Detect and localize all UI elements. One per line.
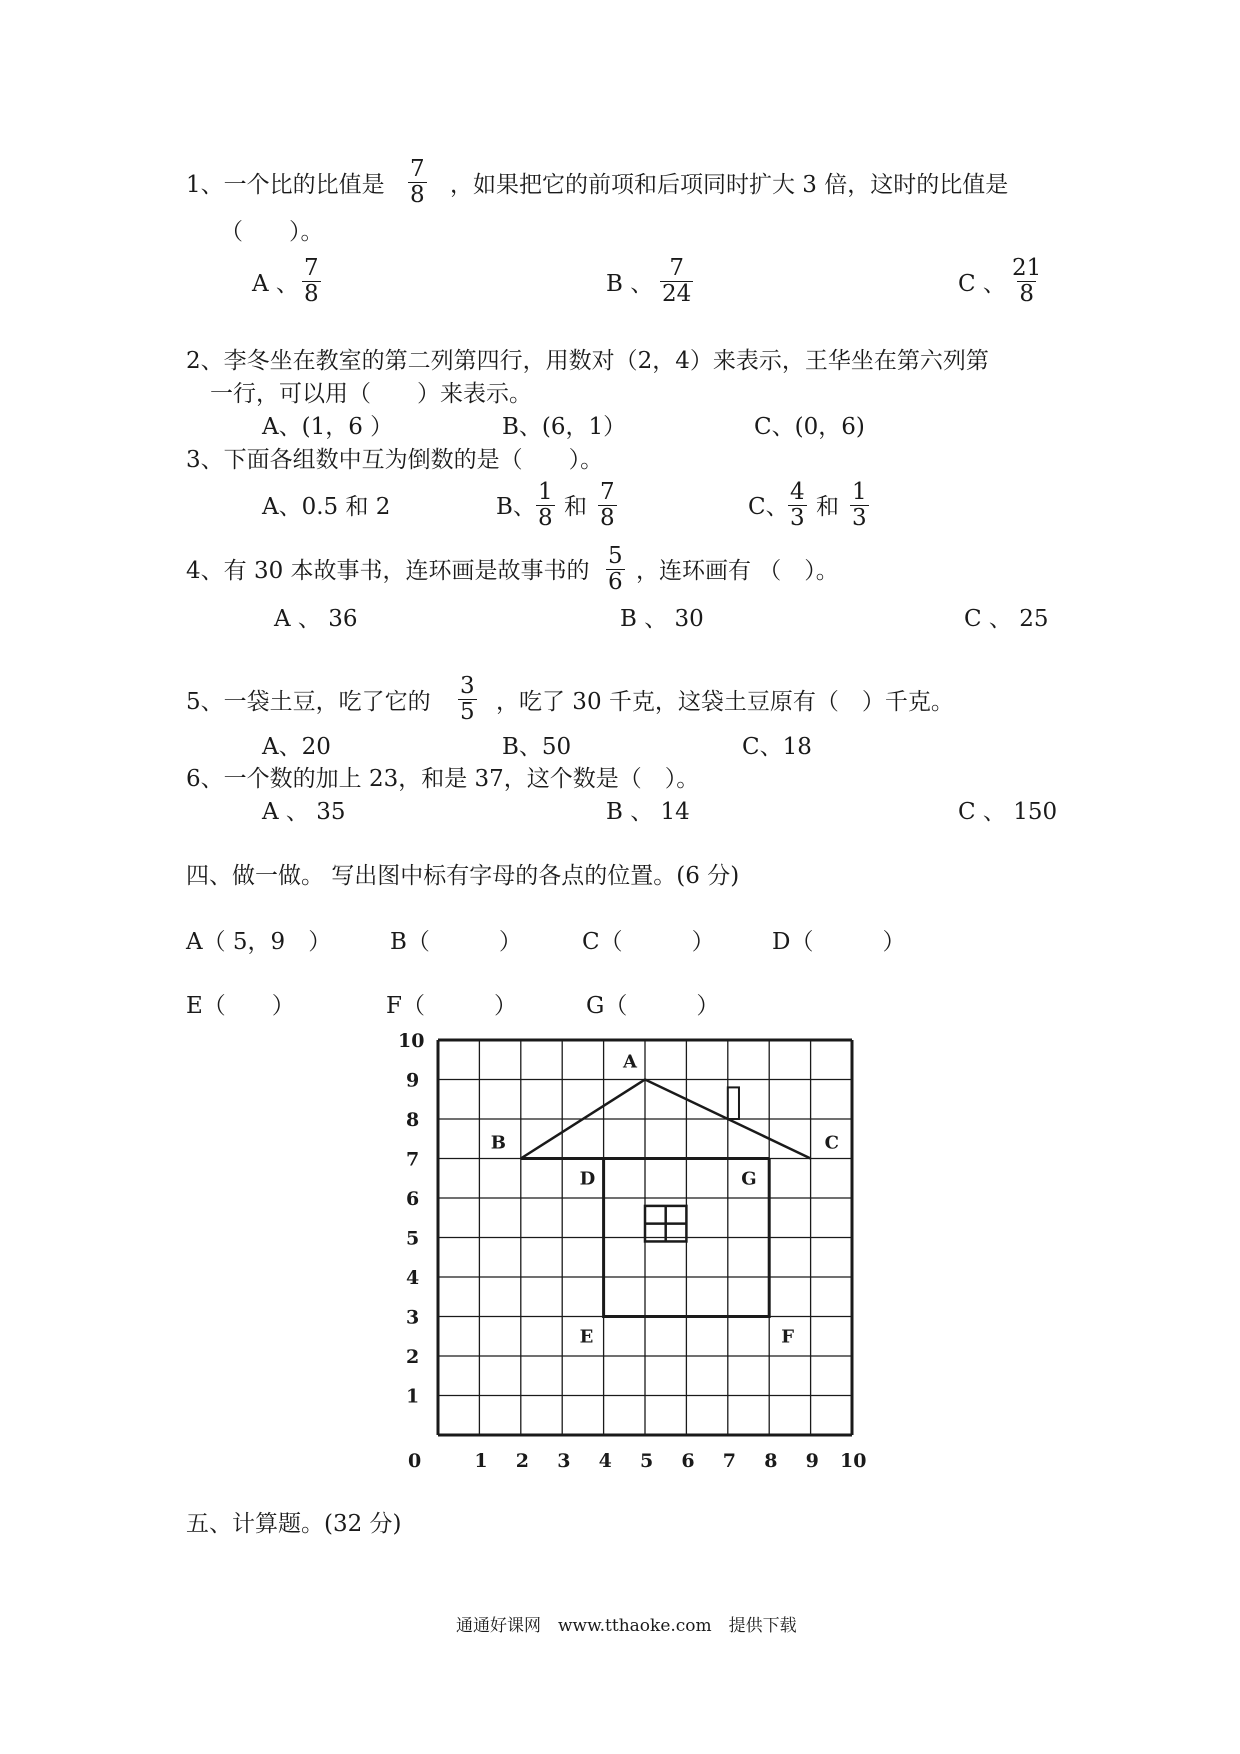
x-tick-label: 10 — [840, 1450, 867, 1472]
q5-option-b: B、50 — [502, 734, 572, 760]
q2-line2: 一行，可以用（ ）来表示。 — [210, 381, 532, 407]
x-tick-label: 2 — [515, 1450, 530, 1472]
x-tick-label: 3 — [557, 1450, 571, 1472]
y-tick-label: 9 — [406, 1069, 420, 1092]
q1-option-a-label: A 、 — [252, 271, 299, 297]
point-label-c: C — [824, 1132, 839, 1154]
q3-option-b-num1: 1 — [538, 479, 553, 505]
q2-option-b: B、(6，1） — [502, 414, 627, 440]
q3-option-b-num2: 7 — [600, 479, 615, 505]
q5-frac-den: 5 — [460, 699, 475, 725]
q3-option-b-den2: 8 — [600, 505, 615, 531]
x-tick-label: 6 — [681, 1450, 695, 1472]
x-tick-label: 4 — [598, 1450, 612, 1472]
q3-stem: 3、下面各组数中互为倒数的是（ ）。 — [186, 447, 604, 473]
answer-f: F（ ） — [386, 993, 517, 1019]
q3-option-b-and: 和 — [564, 494, 587, 520]
q6-option-b: B 、 14 — [606, 799, 690, 825]
answer-c: C（ ） — [582, 929, 715, 955]
q2-option-a: A、(1，6 ） — [262, 414, 394, 440]
y-tick-label: 5 — [406, 1227, 420, 1250]
q1-stem-pre: 1、一个比的比值是 — [186, 172, 385, 198]
q1-frac-den: 8 — [410, 182, 425, 208]
y-tick-label: 7 — [406, 1148, 420, 1171]
q4-frac-den: 6 — [608, 569, 623, 595]
q3-option-c-label: C、 — [748, 494, 789, 520]
q3-option-c-den1: 3 — [790, 505, 805, 531]
y-tick-label: 8 — [406, 1109, 420, 1131]
q5-option-c: C、18 — [742, 734, 812, 760]
y-tick-label: 6 — [406, 1188, 420, 1210]
q5-option-a: A、20 — [262, 734, 331, 760]
point-label-d: D — [579, 1168, 596, 1190]
q4-option-b: B 、 30 — [620, 606, 704, 632]
q4-stem-post: ，连环画有 （ ）。 — [636, 558, 839, 584]
point-label-f: F — [781, 1326, 794, 1348]
q6-option-a: A 、 35 — [262, 799, 346, 825]
q3-option-c-den2: 3 — [852, 505, 867, 531]
q1-option-a-num: 7 — [304, 255, 319, 281]
q1-option-c-den: 8 — [1019, 281, 1034, 307]
footer-text: 通通好课网 www.tthaoke.com 提供下载 — [456, 1616, 797, 1636]
x-tick-label: 8 — [764, 1450, 778, 1472]
answer-e: E（ ） — [186, 993, 295, 1019]
q3-option-a: A、0.5 和 2 — [262, 494, 391, 520]
section4-title: 四、做一做。 写出图中标有字母的各点的位置。(6 分) — [186, 863, 740, 889]
point-label-g: G — [741, 1168, 757, 1190]
q2-line1: 2、李冬坐在教室的第二列第四行，用数对（2，4）来表示，王华坐在第六列第 — [186, 348, 989, 374]
q6-option-c: C 、 150 — [958, 799, 1058, 825]
point-label-e: E — [579, 1326, 594, 1348]
q4-stem-pre: 4、有 30 本故事书，连环画是故事书的 — [186, 558, 590, 584]
q3-option-c-num2: 1 — [852, 479, 867, 505]
answer-d: D（ ） — [772, 929, 906, 955]
q2-option-c: C、(0，6) — [754, 414, 865, 440]
answer-g: G（ ） — [586, 993, 720, 1019]
q5-stem-post: ，吃了 30 千克，这袋土豆原有（ ）千克。 — [496, 689, 954, 715]
q1-stem-post: ，如果把它的前项和后项同时扩大 3 倍，这时的比值是 — [450, 172, 1009, 198]
y-tick-label: 1 — [406, 1385, 420, 1408]
q1-stem-cont: （ ）。 — [220, 219, 324, 245]
q4-frac-num: 5 — [608, 543, 623, 569]
section5-title: 五、计算题。(32 分) — [186, 1511, 402, 1537]
q3-option-b-den1: 8 — [538, 505, 553, 531]
answer-b: B（ ） — [390, 929, 522, 955]
q1-option-a-den: 8 — [304, 281, 319, 307]
house-chimney — [728, 1087, 739, 1119]
q5-frac-num: 3 — [460, 673, 475, 699]
y-tick-label: 10 — [398, 1030, 425, 1052]
q1-option-c-num: 21 — [1012, 255, 1042, 281]
y-tick-label: 4 — [406, 1267, 420, 1289]
q1-option-b-num: 7 — [669, 255, 684, 281]
q3-option-c-and: 和 — [816, 494, 839, 520]
point-label-a: A — [623, 1051, 637, 1073]
point-label-b: B — [490, 1132, 507, 1154]
x-tick-label: 0 — [408, 1450, 422, 1472]
x-tick-label: 1 — [474, 1450, 488, 1472]
q1-option-b-den: 24 — [662, 281, 692, 307]
q1-option-c-label: C 、 — [958, 271, 1006, 297]
y-tick-label: 2 — [406, 1346, 420, 1368]
q5-stem-pre: 5、一袋土豆，吃了它的 — [186, 689, 431, 715]
q3-option-c-num1: 4 — [790, 479, 805, 505]
q1-frac-num: 7 — [410, 156, 425, 182]
q3-option-b-label: B、 — [496, 494, 536, 520]
q6-stem: 6、一个数的加上 23，和是 37，这个数是（ ）。 — [186, 766, 700, 792]
x-tick-label: 5 — [640, 1450, 654, 1472]
q4-option-c: C 、 25 — [964, 606, 1049, 632]
x-tick-label: 7 — [722, 1450, 737, 1472]
answer-a: A（ 5，9 ） — [186, 929, 332, 955]
q4-option-a: A 、 36 — [274, 606, 358, 632]
y-tick-label: 3 — [406, 1306, 420, 1329]
q1-option-b-label: B 、 — [606, 271, 654, 297]
x-tick-label: 9 — [805, 1450, 819, 1472]
